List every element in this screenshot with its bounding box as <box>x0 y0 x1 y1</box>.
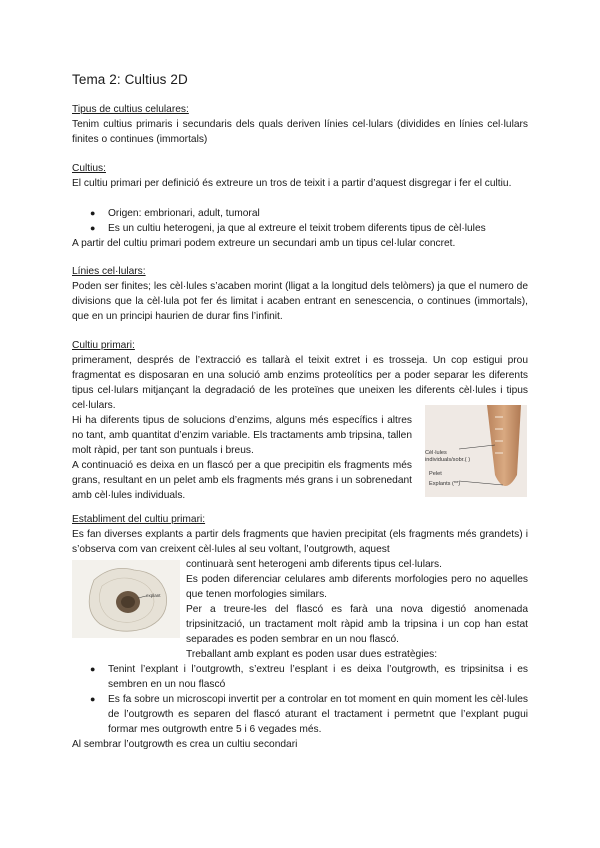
paragraph-establiment-4: Per a treure-les del flascó es farà una nova digestió anomenada tripsinització, un tractament molt ràpid amb la tripsina i un cop han estat separades es poden sembrar en un nou flascó. <box>186 604 528 645</box>
figure-label: Cèl·lules <box>425 450 447 456</box>
bullet-icon: ● <box>90 223 96 233</box>
paragraph-cultiu-primari-1: primerament, després de l’extracció es tallarà el teixit extret i es trosseja. Un cop estigui prou fragmentat es disposaran en una solució amb enzims proteolítics per a poder separar les diferents tipus cel·lulars mitjançant la degradació de les proteïnes que uneixen les diferents cèl·lules i tipus cel·lulars. <box>72 355 528 411</box>
list-item <box>90 692 528 737</box>
paragraph-establiment-1: Es fan diverses explants a partir dels fragments que havien precipitat (els fragments més grandets) i s’observa com van creixent cèl·lules al seu voltant, l’outgrowth, aquest <box>72 529 528 555</box>
figure-label: Explants (**) <box>429 481 461 487</box>
paragraph-cultius: El cultiu primari per definició és extreure un tros de teixit i a partir d’aquest disgregar i fer el cultiu. <box>72 178 512 189</box>
bullet-icon: ● <box>90 664 96 674</box>
explant-figure <box>72 560 180 638</box>
paragraph-establiment-3: Es poden diferenciar celulares amb diferents morfologies pero no aquelles que tenen morfologies similars. <box>186 574 528 600</box>
list-item-text: Es fa sobre un microscopi invertit per a controlar en tot moment en quin moment les cèl·lules de l’outgrowth es separen del flascó aturant el tractament i permetnt que l’explant pugui formar mes outgrowth entre 5 i 6 vegades més. <box>108 694 528 735</box>
paragraph-establiment-5: Treballant amb explant es poden usar dues estratègies: <box>186 649 438 660</box>
paragraph-cultiu-primari-2: Hi ha diferents tipus de solucions d’enzims, alguns més específics i altres no tant, amb quantitat d’enzim variable. Els tractaments amb tripsina, tallen molt ràpid, per tant son puntuals i breus. <box>72 415 412 456</box>
paragraph-cultius-after: A partir del cultiu primari podem extreure un secundari amb un tipus cel·lular concret. <box>72 238 456 249</box>
list-item-text: Origen: embrionari, adult, tumoral <box>108 208 260 219</box>
paragraph-establiment-2: continuarà sent heterogeni amb diferents tipus cel·lulars. <box>186 559 442 570</box>
list-item-text: Tenint l’explant i l’outgrowth, s’extreu l’esplant i es deixa l’outgrowth, es tripsinitsa i es sembren en un nou flascó <box>108 664 528 690</box>
paragraph-tipus-cultius: Tenim cultius primaris i secundaris dels quals deriven línies cel·lulars (dividides en línies cel·lulars finites o continues (immortals) <box>72 119 528 145</box>
list-item-text: Es un cultiu heterogeni, ja que al extreure el teixit trobem diferents tipus de cèl·lules <box>108 223 486 234</box>
list-item <box>90 662 528 692</box>
figure-label: Pelet <box>429 471 442 477</box>
figure-label: individuals/sobr.( ) <box>425 457 471 463</box>
page-title: Tema 2: Cultius 2D <box>72 72 188 87</box>
tube-figure <box>425 405 527 497</box>
heading-linies-cellulars: Línies cel·lulars: <box>72 266 146 277</box>
paragraph-establiment-after: Al sembrar l’outgrowth es crea un cultiu secondari <box>72 739 298 750</box>
paragraph-linies-cellulars: Poden ser finites; les cèl·lules s’acaben morint (lligat a la longitud dels telòmers) ja que el numero de divisions que la cèl·lula pot fer és limitat i acaben entrant en senescencia, o continues (immortals), que en un principi haurien de durar fins l’infinit. <box>72 281 528 322</box>
list-item <box>90 221 486 236</box>
heading-cultiu-primari: Cultiu primari: <box>72 340 135 351</box>
heading-cultius: Cultius: <box>72 163 106 174</box>
list-item <box>90 206 260 221</box>
heading-tipus-cultius: Tipus de cultius celulares: <box>72 104 189 115</box>
bullet-icon: ● <box>90 208 96 218</box>
bullet-icon: ● <box>90 694 96 704</box>
paragraph-cultiu-primari-3: A continuació es deixa en un flascó per a que precipitin els fragments més grans, resultant en un pelet amb els fragments més grans i un sobrenedant amb cèl·lules individuals. <box>72 460 412 501</box>
figure-label: explant <box>146 593 161 598</box>
heading-establiment: Establiment del cultiu primari: <box>72 514 206 525</box>
